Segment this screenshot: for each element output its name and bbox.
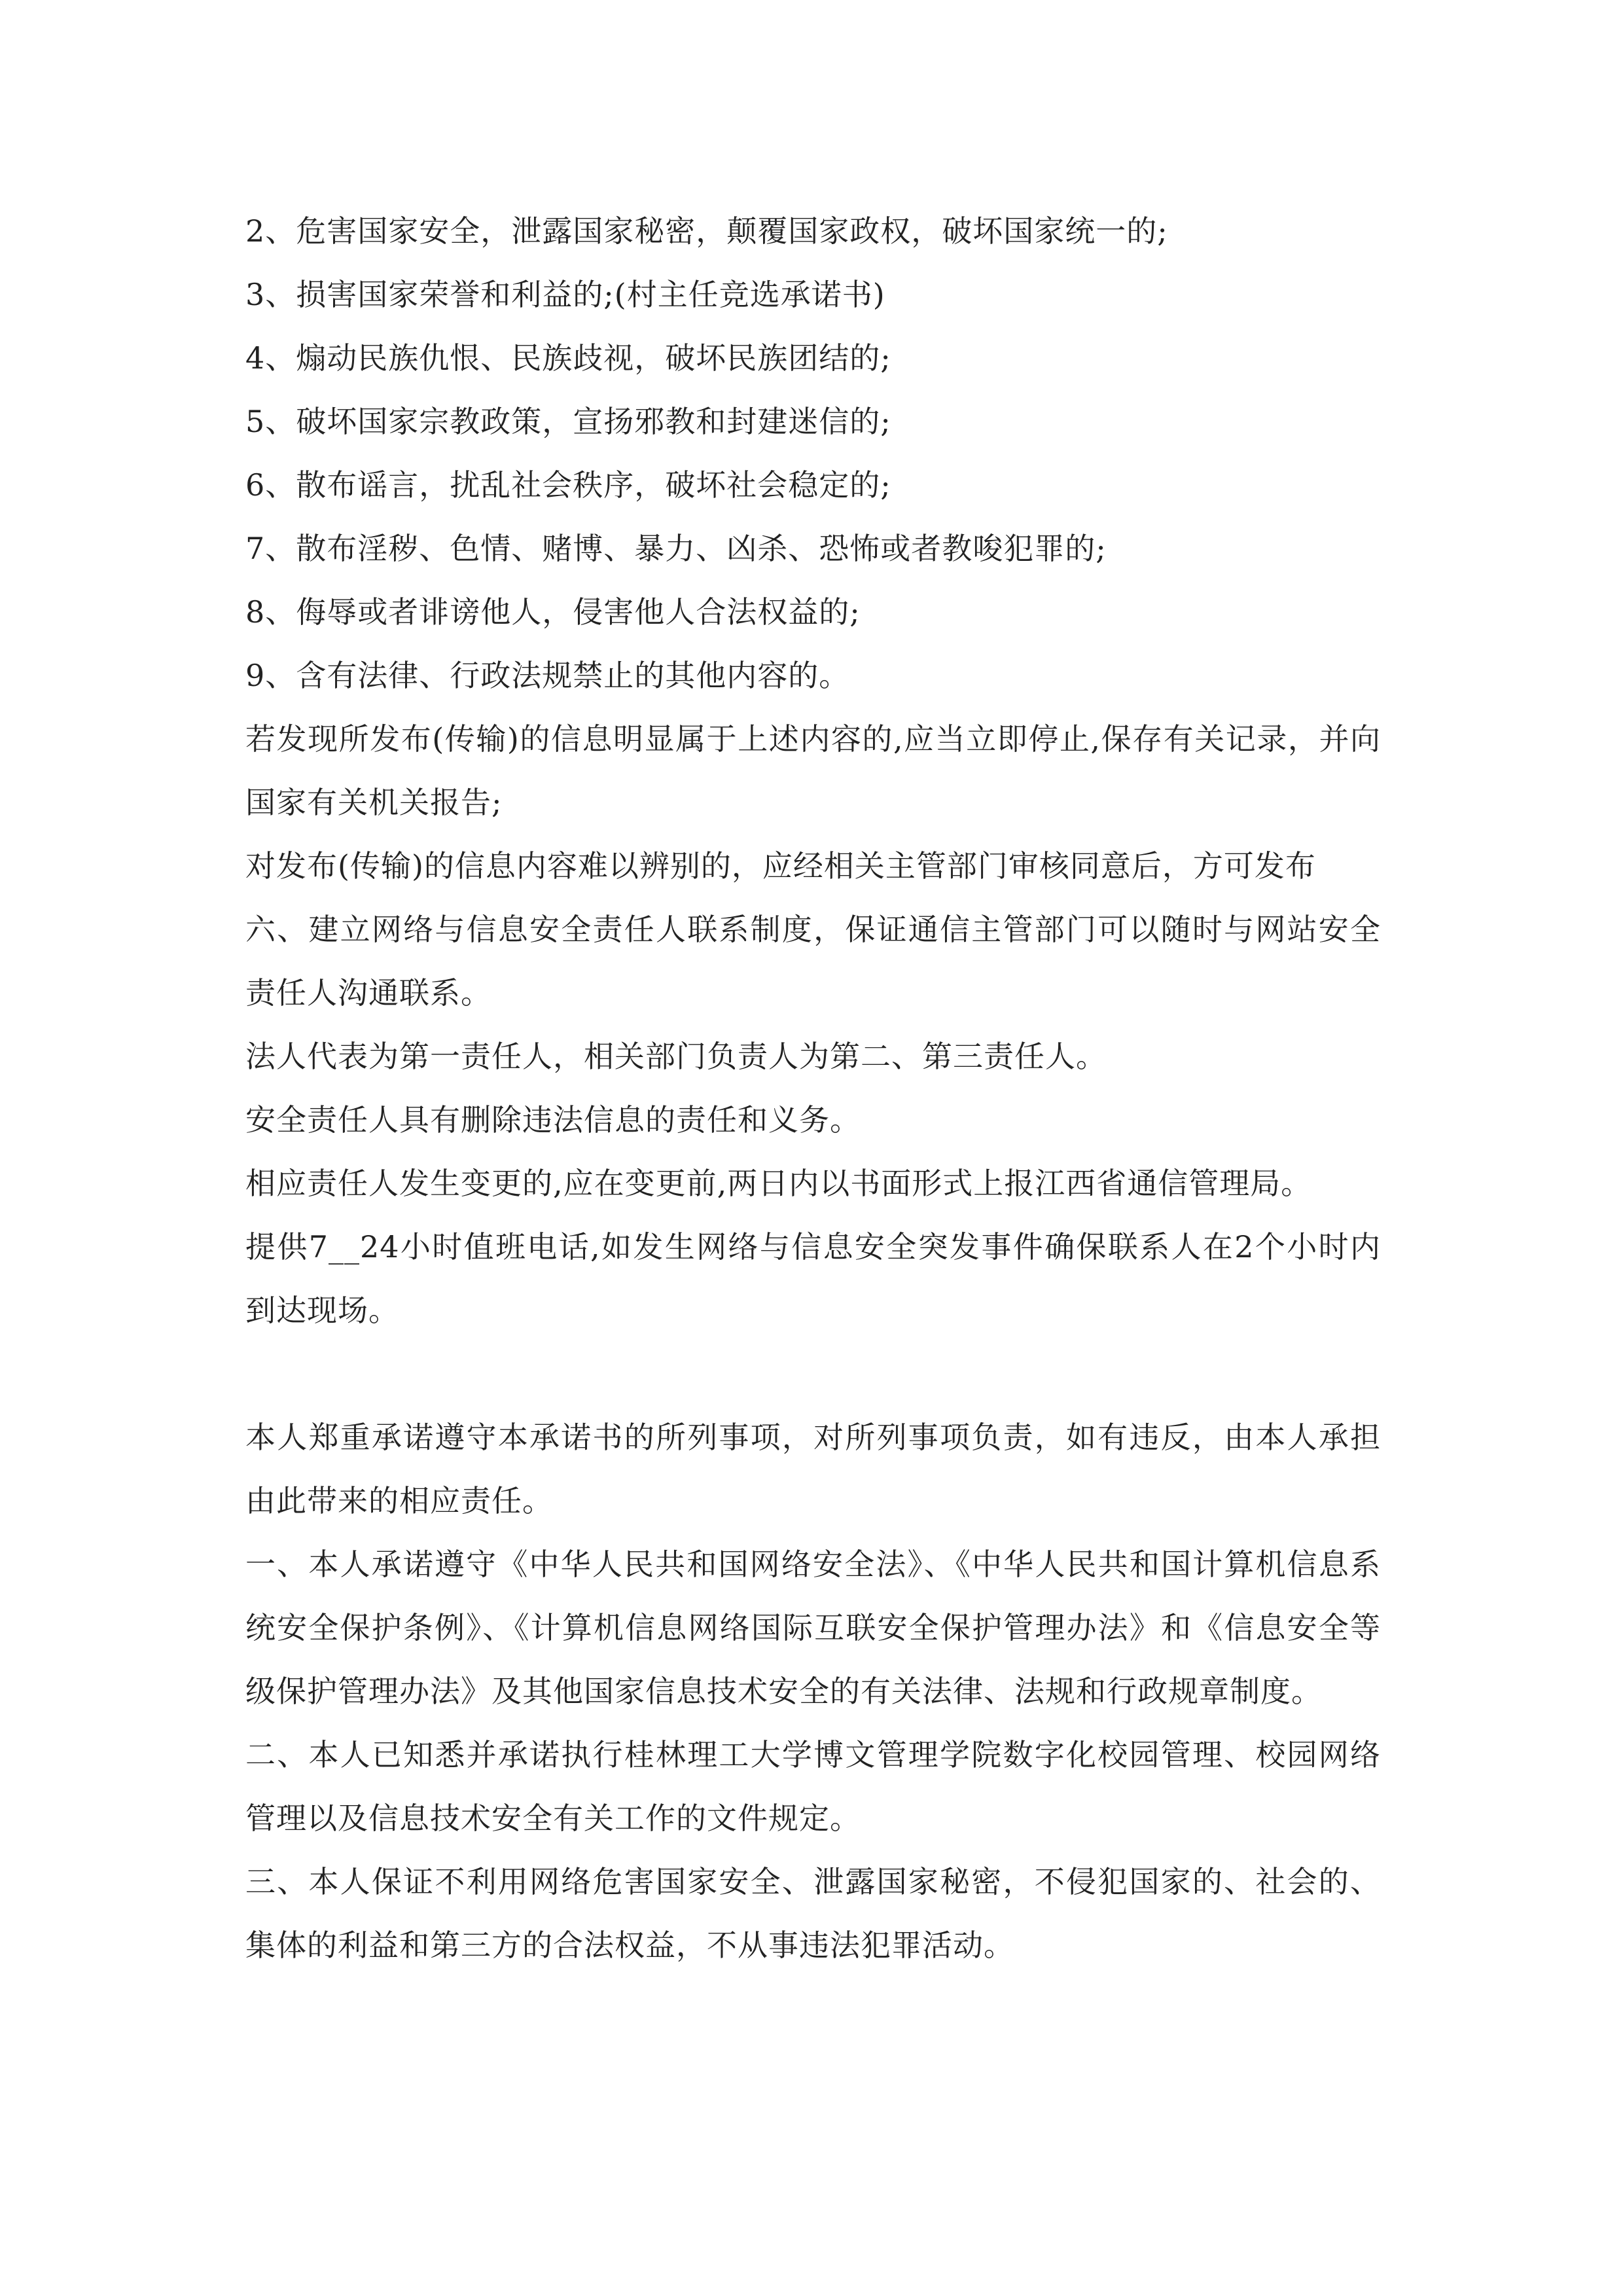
- paragraph-change-report: 相应责任人发生变更的,应在变更前,两日内以书面形式上报江西省通信管理局。: [245, 1166, 1312, 1201]
- paragraph-pledge: 本人郑重承诺遵守本承诺书的所列事项，对所列事项负责，如有违反，由本人承担由此带来的相应责任。: [245, 1420, 1381, 1518]
- document-body: [245, 200, 1381, 1977]
- paragraph-section-six: 六、建立网络与信息安全责任人联系制度，保证通信主管部门可以随时与网站安全责任人沟通联系。: [245, 912, 1381, 1011]
- list-item-4: 4、煽动民族仇恨、民族歧视，破坏民族团结的;: [245, 340, 891, 376]
- list-item-3: 3、损害国家荣誉和利益的;(村主任竞选承诺书): [245, 277, 885, 312]
- paragraph-report: 若发现所发布(传输)的信息明显属于上述内容的,应当立即停止,保存有关记录，并向国家有关机关报告;: [245, 721, 1381, 820]
- paragraph-item-three: 三、本人保证不利用网络危害国家安全、泄露国家秘密，不侵犯国家的、社会的、集体的利益和第三方的合法权益，不从事违法犯罪活动。: [245, 1864, 1381, 1963]
- paragraph-item-two: 二、本人已知悉并承诺执行桂林理工大学博文管理学院数字化校园管理、校园网络管理以及信息技术安全有关工作的文件规定。: [245, 1737, 1381, 1836]
- list-item-8: 8、侮辱或者诽谤他人，侵害他人合法权益的;: [245, 594, 861, 630]
- section-gap: [245, 1342, 1381, 1406]
- paragraph-delete-duty: 安全责任人具有删除违法信息的责任和义务。: [245, 1102, 861, 1138]
- paragraph-item-one: 一、本人承诺遵守《中华人民共和国网络安全法》、《中华人民共和国计算机信息系统安全保护条例》、《计算机信息网络国际互联安全保护管理办法》和《信息安全等级保护管理办法》及其他国家信息技术安全的有关法律、法规和行政规章制度。: [245, 1547, 1381, 1709]
- list-item-6: 6、散布谣言，扰乱社会秩序，破坏社会稳定的;: [245, 467, 891, 503]
- paragraph-legal-rep: 法人代表为第一责任人，相关部门负责人为第二、第三责任人。: [245, 1039, 1107, 1074]
- list-item-7: 7、散布淫秽、色情、赌博、暴力、凶杀、恐怖或者教唆犯罪的;: [245, 531, 1107, 566]
- paragraph-review: 对发布(传输)的信息内容难以辨别的，应经相关主管部门审核同意后，方可发布: [245, 848, 1316, 884]
- paragraph-duty-phone: 提供7__24小时值班电话,如发生网络与信息安全突发事件确保联系人在2个小时内到达现场。: [245, 1229, 1381, 1328]
- list-item-2: 2、危害国家安全，泄露国家秘密，颠覆国家政权，破坏国家统一的;: [245, 213, 1168, 249]
- list-item-5: 5、破坏国家宗教政策，宣扬邪教和封建迷信的;: [245, 404, 891, 439]
- list-item-9: 9、含有法律、行政法规禁止的其他内容的。: [245, 658, 850, 693]
